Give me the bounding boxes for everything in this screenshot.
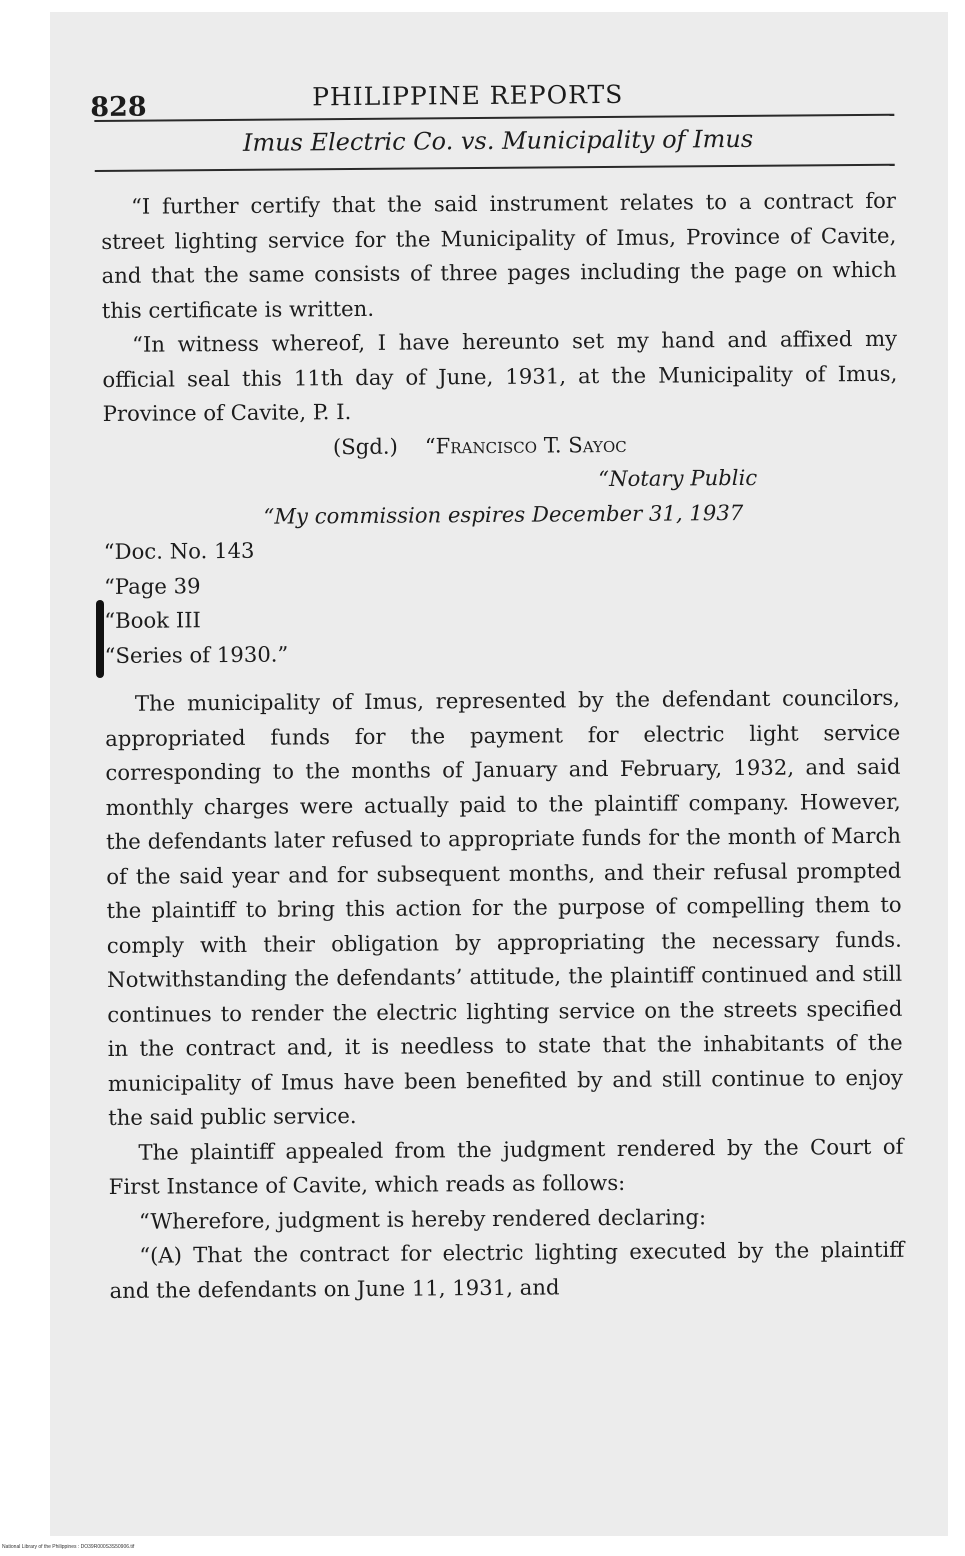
page-number: 828 (90, 91, 147, 124)
certificate-paragraph: “I further certify that the said instrument relates to a contract for street lighting service for the Municipality of Imus, Province of Cavite, and that the same consists of three pages including the page on which this certificate is written. (101, 187, 897, 323)
journal-title: PHILIPPINE REPORTS (312, 79, 624, 112)
commission-expiry: “My commission espires December 31, 1937 (263, 499, 744, 529)
doc-page: “Page 39 (103, 572, 201, 599)
running-header (90, 70, 895, 124)
body-paragraph-3: “Wherefore, judgment is hereby rendered declaring: (138, 1203, 707, 1234)
case-title: Imus Electric Co. vs. Municipality of Imus (242, 124, 754, 157)
footer-note: National Library of the Philippines : DO39R000S3S50906.tif (2, 1544, 135, 1550)
body-text (101, 184, 905, 1308)
body-paragraph-4: “(A) That the contract for electric lighting executed by the plaintiff and the defendants on June 11, 1931, and (109, 1236, 905, 1303)
signatory-name: “Francisco T. Sayoc (424, 431, 627, 458)
signed-mark: (Sgd.) (332, 433, 398, 459)
body-paragraph-2: The plaintiff appealed from the judgment rendered by the Court of First Instance of Cavite, which reads as follows: (108, 1133, 904, 1199)
doc-book: “Book III (104, 607, 201, 633)
page-content (90, 70, 905, 1308)
doc-number: “Doc. No. 143 (103, 537, 255, 564)
scan-mark (96, 600, 104, 678)
doc-series: “Series of 1930.” (104, 641, 289, 668)
witness-paragraph: “In witness whereof, I have hereunto set my hand and affixed my official seal this 11th day of June, 1931, at the Municipality of Imus, Province of Cavite, P. I. (102, 325, 898, 426)
body-paragraph-1: The municipality of Imus, represented by the defendant councilors, appropriated funds for the payment for electric light service corresponding to the months of January and February, 1932, and said monthly charges were actually paid to the plaintiff company. However, the defendants later refused to appropriate funds for the month of March of the said year and for subsequent months, and their refusal prompted the plaintiff to bring this action for the purpose of compelling them to comply with their obligation by appropriating the necessary funds. Notwithstanding the defendants’ attitude, the plaintiff continued and still continues to render the electric lighting service on the streets specified in the contract and, it is needless to state that the inhabitants of the municipality of Imus have been benefited by and still continue to enjoy the said public service. (105, 684, 903, 1130)
signatory-title: “Notary Public (598, 464, 758, 492)
